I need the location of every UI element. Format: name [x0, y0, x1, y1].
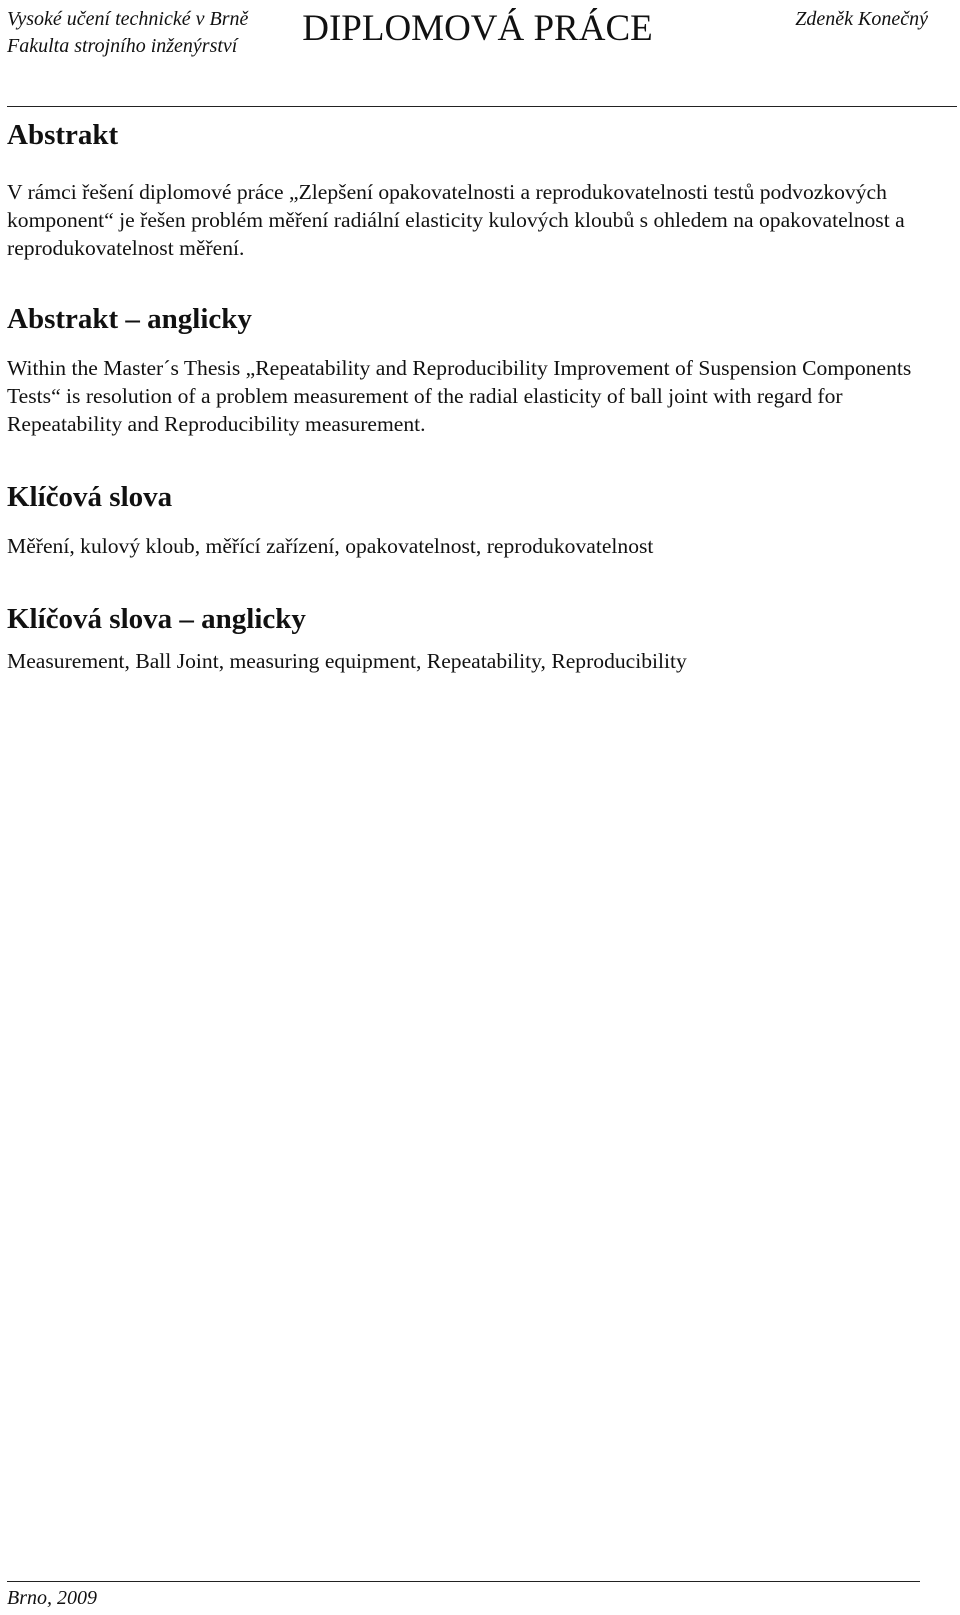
- header-university: Vysoké učení technické v Brně: [7, 8, 249, 30]
- header-title: DIPLOMOVÁ PRÁCE: [302, 8, 653, 49]
- section-text-abstract: V rámci řešení diplomové práce „Zlepšení opakovatelnosti a reprodukovatelnosti testů podvozkových komponent“ je řešen problém měření radiální elasticity kulových kloubů s ohledem na opakovatelnost a reprodukovatelnost měření.: [7, 180, 905, 260]
- header-author: Zdeněk Konečný: [795, 8, 928, 30]
- footer-divider: [7, 1581, 920, 1582]
- section-text-abstract-english: Within the Master´s Thesis „Repeatability and Reproducibility Improvement of Suspension Components Tests“ is resolution of a problem measurement of the radial elasticity of ball joint with regard for Repeatability and Reproducibility measurement.: [7, 356, 912, 436]
- section-heading-keywords-english: Klíčová slova – anglicky: [7, 603, 306, 635]
- section-text-keywords-english: Measurement, Ball Joint, measuring equipment, Repeatability, Reproducibility: [7, 649, 687, 673]
- header-faculty: Fakulta strojního inženýrství: [7, 35, 238, 57]
- section-heading-keywords: Klíčová slova: [7, 481, 173, 513]
- section-text-keywords: Měření, kulový kloub, měřící zařízení, opakovatelnost, reprodukovatelnost: [7, 534, 654, 558]
- section-heading-abstract: Abstrakt: [7, 119, 119, 151]
- footer-place-year: Brno, 2009: [7, 1587, 97, 1609]
- header-divider: [7, 106, 957, 107]
- section-heading-abstract-english: Abstrakt – anglicky: [7, 303, 252, 335]
